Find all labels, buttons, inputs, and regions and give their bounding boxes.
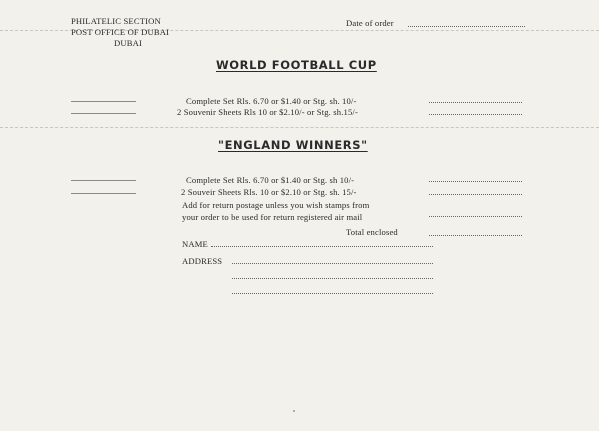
section-title-world-football-cup: WORLD FOOTBALL CUP [216,58,377,72]
office-line-1: PHILATELIC SECTION [71,16,161,26]
address-field-line-1[interactable] [232,263,433,264]
price-line-souvenir-sheets-2: 2 Souveir Sheets Rls. 10 or $2.10 or Stg. sh. 15/- [181,187,357,197]
price-line-complete-set-2: Complete Set Rls. 6.70 or $1.40 or Stg. sh 10/- [186,175,355,185]
return-postage-note-line-2: your order to be used for return registered air mail [182,212,363,222]
price-line-complete-set-1: Complete Set Rls. 6.70 or $1.40 or Stg. sh. 10/- [186,96,357,106]
price-line-souvenir-sheets-1: 2 Souvenir Sheets Rls 10 or $2.10/- or Stg. sh.15/- [177,107,358,117]
return-postage-field[interactable] [429,216,522,217]
date-field[interactable] [408,26,525,27]
total-enclosed-field[interactable] [429,235,522,236]
section-title-england-winners: "ENGLAND WINNERS" [218,138,368,152]
amount-field-souvenir-sheets-2[interactable] [429,194,522,195]
return-postage-note-line-1: Add for return postage unless you wish stamps from [182,200,370,210]
office-line-3: DUBAI [114,38,142,48]
paper-speck [293,410,295,412]
amount-field-souvenir-sheets-1[interactable] [429,114,522,115]
quantity-field-complete-set-2[interactable] [71,180,136,181]
office-line-2: POST OFFICE OF DUBAI [71,27,170,37]
address-label: ADDRESS [182,256,223,266]
perforation-line [0,127,599,128]
name-field[interactable] [211,246,433,247]
name-label: NAME [182,239,208,249]
date-label: Date of order [346,18,394,28]
address-field-line-2[interactable] [232,278,433,279]
quantity-field-complete-set-1[interactable] [71,101,136,102]
quantity-field-souvenir-sheets-1[interactable] [71,113,136,114]
total-enclosed-label: Total enclosed [346,227,398,237]
amount-field-complete-set-2[interactable] [429,181,522,182]
amount-field-complete-set-1[interactable] [429,102,522,103]
quantity-field-souvenir-sheets-2[interactable] [71,193,136,194]
address-field-line-3[interactable] [232,293,433,294]
